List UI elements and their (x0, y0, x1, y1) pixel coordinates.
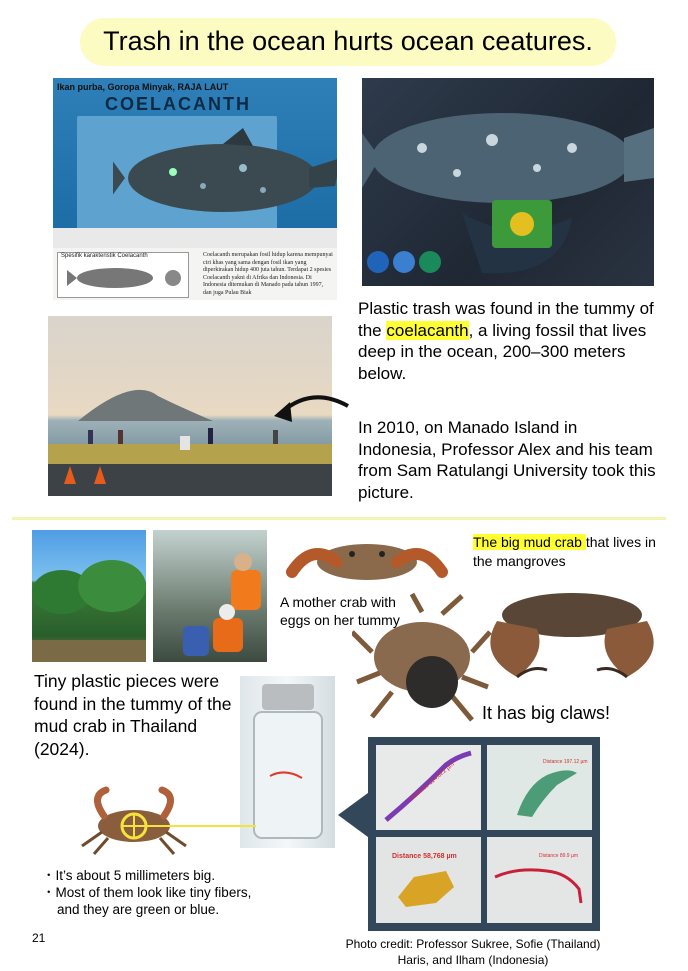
crab-photo (282, 532, 452, 590)
logo-icon (367, 251, 389, 273)
bullet-list (42, 867, 282, 918)
logo-icon (393, 251, 415, 273)
big-mud-crab-photo (477, 585, 667, 685)
coelacanth-with-plastic-photo (362, 78, 654, 286)
micro-image-purple: Distance 114,622 µm (376, 745, 481, 830)
mother-crab-caption: A mother crab with eggs on her tummy (280, 594, 400, 628)
mangrove-photo (32, 530, 146, 662)
big-crab-caption: The big mud crab that lives in the mangroves (473, 534, 656, 569)
bullet-item: ・It’s about 5 millimeters big. (42, 868, 216, 883)
logo-icon (419, 251, 441, 273)
manado-paragraph: In 2010, on Manado Island in Indonesia, Professor Alex and his team from Sam Ratulangi University took this picture. (358, 418, 656, 502)
page-number: 21 (32, 931, 46, 945)
coelacanth-museum-photo: Ikan purba, Goropa Minyak, RAJA LAUT COELACANTH (53, 78, 337, 248)
life-vest-icon (231, 570, 261, 610)
crab-eggs-photo (352, 592, 492, 722)
coelacanth-fish-icon (113, 128, 337, 228)
island-mountain-icon (78, 390, 213, 421)
big-claws-caption: It has big claws! (482, 703, 611, 723)
micro-image-green: Distance 197.12 µm (487, 745, 592, 830)
bullet-item: and they are green or blue. (42, 902, 220, 917)
callout-pointer-icon (338, 790, 372, 840)
section-divider (12, 517, 666, 520)
arrow-left-icon (272, 390, 352, 430)
crab-with-target-icon (76, 786, 266, 856)
page-title: Trash in the ocean hurts ocean ceatures. (103, 26, 593, 56)
bullet-item: ・Most of them look like tiny fibers, (42, 885, 252, 900)
coelacanth-paragraph: Plastic trash was found in the tummy of the coelacanth, a living fossil that lives deep in the ocean, 200–300 meters below. (358, 299, 654, 383)
coelacanth-diagram-icon (65, 262, 185, 294)
micro-image-red: Distance 89.9 µm (487, 837, 592, 923)
sign-info-panel: Spesifik karakteristik Coelacanth Coelacanth merupakan fosil hidup karena mempunyai ciri khas yang sama dengan fosil ikan yang diperkirakan hidup 400 juta tahun. Terdapat 2 spesies Coelacanth yakni di Afrika dan Indonesia. Di Indonesia ditemukan di Manado pada tahun 1997, dan juga Pulau Biak (53, 248, 337, 300)
crab-eggs-icon (406, 656, 458, 708)
photo-credit: Photo credit: Professor Sukree, Sofie (Thailand) Haris, and Ilham (Indonesia) (345, 937, 601, 967)
researchers-photo (153, 530, 267, 662)
microscope-panel (368, 737, 600, 931)
coelacanth-body-icon (372, 113, 632, 203)
micro-image-yellow: Distance 58,768 µm (376, 837, 481, 923)
tiny-plastic-paragraph: Tiny plastic pieces were found in the tummy of the mud crab in Thailand (2024). (34, 671, 232, 759)
